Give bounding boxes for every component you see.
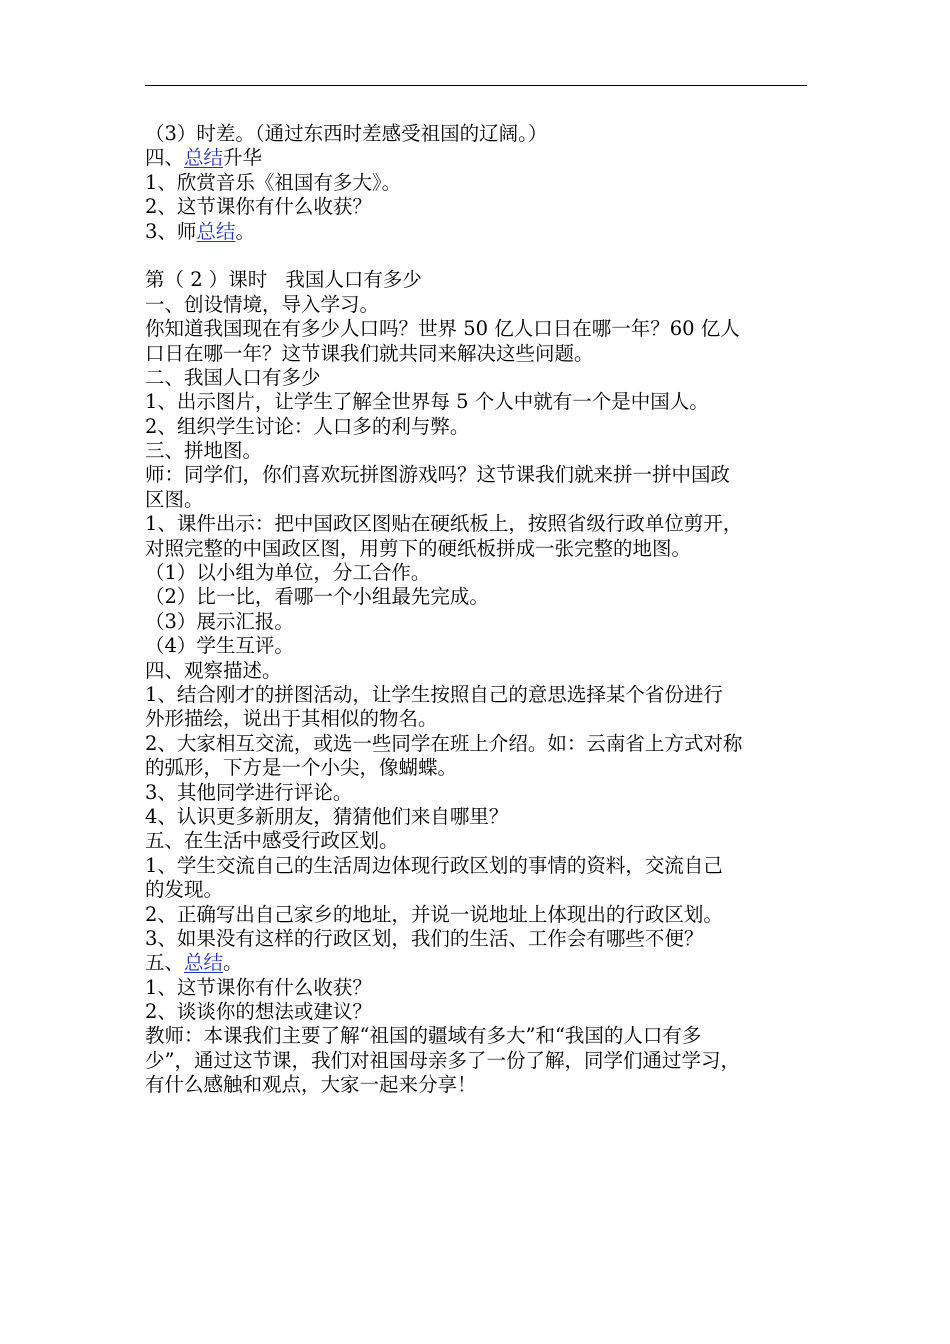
section-heading: 三、拼地图。 — [145, 439, 263, 463]
blank-line — [145, 244, 807, 268]
text-line: 对照完整的中国政区图，用剪下的硬纸板拼成一张完整的地图。 — [145, 536, 692, 560]
text-line: 3、如果没有这样的行政区划，我们的生活、工作会有哪些不便？ — [145, 926, 704, 950]
text-line: 口日在哪一年？这节课我们就共同来解决这些问题。 — [145, 341, 594, 365]
document-body — [145, 122, 807, 1098]
text-line: 1、课件出示：把中国政区图贴在硬纸板上，按照省级行政单位剪开， — [145, 512, 743, 536]
text-line: （1）以小组为单位，分工合作。 — [145, 561, 431, 585]
text-line: 1、出示图片，让学生了解全世界每 5 个人中就有一个是中国人。 — [145, 390, 709, 414]
text-line: 2、谈谈你的想法或建议？ — [145, 1000, 372, 1024]
text-line: 1、欣赏音乐《祖国有多大》。 — [145, 170, 402, 194]
section-heading: 五、在生活中感受行政区划。 — [145, 829, 399, 853]
lesson-title — [145, 268, 807, 292]
text-line: 的弧形，下方是一个小尖，像蝴蝶。 — [145, 756, 458, 780]
heading-prefix: 四、 — [145, 146, 185, 170]
lesson-topic: 我国人口有多少 — [285, 268, 422, 292]
heading-suffix: 。 — [223, 951, 243, 975]
line-suffix: 。 — [235, 219, 255, 243]
summary-link[interactable]: 总结 — [184, 951, 224, 975]
summary-link[interactable]: 总结 — [196, 219, 236, 243]
text-line: 2、正确写出自己家乡的地址，并说一说地址上体现出的行政区划。 — [145, 902, 723, 926]
section-heading — [145, 146, 807, 170]
text-line: 区图。 — [145, 487, 204, 511]
heading-suffix: 升华 — [223, 146, 263, 170]
text-line: 2、组织学生讨论：人口多的利与弊。 — [145, 414, 470, 438]
header-rule — [145, 85, 807, 86]
text-line: 4、认识更多新朋友，猜猜他们来自哪里？ — [145, 804, 509, 828]
summary-link[interactable]: 总结 — [184, 146, 224, 170]
text-line — [145, 220, 807, 244]
text-line: （2）比一比，看哪一个小组最先完成。 — [145, 585, 489, 609]
section-heading: 二、我国人口有多少 — [145, 365, 321, 389]
text-line: 师：同学们，你们喜欢玩拼图游戏吗？这节课我们就来拼一拼中国政 — [145, 463, 731, 487]
section-heading: 四、观察描述。 — [145, 658, 282, 682]
text-line: 3、其他同学进行评论。 — [145, 780, 353, 804]
section-heading — [145, 951, 807, 975]
text-line: 的发现。 — [145, 878, 224, 902]
lesson-number: 第（ 2 ）课时 — [145, 268, 268, 292]
text-line: 少”，通过这节课，我们对祖国母亲多了一份了解，同学们通过学习， — [145, 1048, 740, 1072]
text-line: 教师：本课我们主要了解“祖国的疆域有多大”和“我国的人口有多 — [145, 1024, 702, 1048]
text-line: 2、这节课你有什么收获？ — [145, 195, 372, 219]
section-heading: 一、创设情境，导入学习。 — [145, 292, 380, 316]
text-line: 1、这节课你有什么收获？ — [145, 975, 372, 999]
text-line: 1、结合刚才的拼图活动，让学生按照自己的意思选择某个省份进行 — [145, 682, 723, 706]
text-line: 2、大家相互交流，或选一些同学在班上介绍。如：云南省上方式对称 — [145, 731, 743, 755]
text-line: （3）时差。（通过东西时差感受祖国的辽阔。） — [145, 122, 548, 145]
text-line: 有什么感触和观点，大家一起来分享！ — [145, 1073, 477, 1097]
text-line: 外形描绘，说出于其相似的物名。 — [145, 707, 438, 731]
heading-prefix: 五、 — [145, 951, 185, 975]
line-prefix: 3、师 — [145, 219, 197, 243]
text-line: 你知道我国现在有多少人口吗？世界 50 亿人口日在哪一年？60 亿人 — [145, 317, 740, 341]
text-line: （3）展示汇报。 — [145, 609, 294, 633]
text-line: 1、学生交流自己的生活周边体现行政区划的事情的资料，交流自己 — [145, 853, 723, 877]
text-line: （4）学生互评。 — [145, 634, 294, 658]
